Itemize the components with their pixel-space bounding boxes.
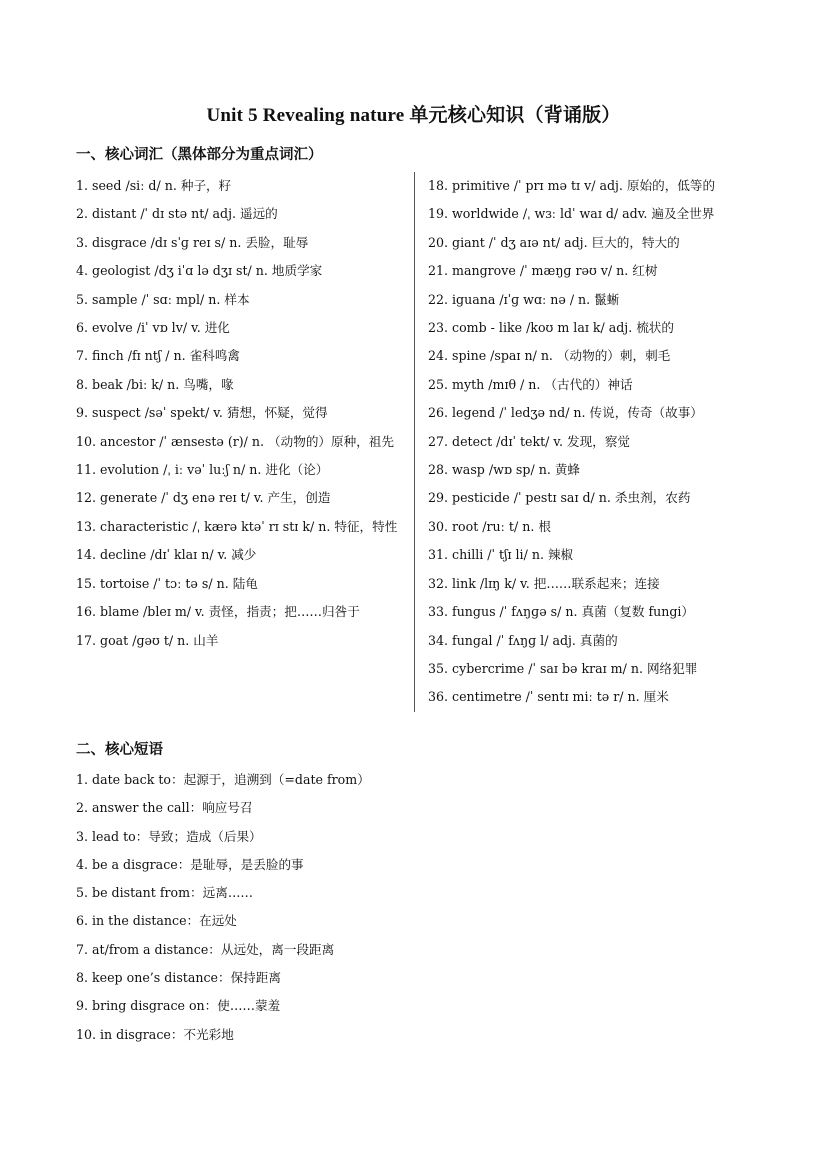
vocab-item: 18. primitive /ˈ prɪ mə tɪ v/ adj. 原始的，低等的 [428,178,716,193]
vocab-item: 8. beak /biː k/ n. 鸟嘴，喙 [76,376,234,392]
phrase-item: 2. answer the call：响应号召 [76,800,253,816]
vocab-item: 9. suspect /səˈ spekt/ v. 猜想，怀疑，觉得 [76,405,328,421]
vocab-item: 3. disgrace /dɪ sˈɡ reɪ s/ n. 丢脸，耻辱 [76,234,309,250]
vocab-item: 25. myth /mɪθ / n. （古代的）神话 [428,376,633,392]
vocab-item: 30. root /ruː t/ n. 根 [428,518,551,534]
vocab-item: 22. iguana /ɪˈɡ wɑː nə / n. 鬣蜥 [428,291,620,307]
document-title: Unit 5 Revealing nature 单元核心知识（背诵版） [206,105,621,126]
vocab-item: 13. characteristic /ˌ kærə ktəˈ rɪ stɪ k/ n. 特征，特性 [76,518,398,534]
vocab-item: 29. pesticide /ˈ pestɪ saɪ d/ n. 杀虫剂，农药 [428,490,691,506]
vocab-item: 19. worldwide /ˌ wɜː ldˈ waɪ d/ adv. 遍及全世界 [428,206,715,222]
vocab-item: 2. distant /ˈ dɪ stə nt/ adj. 遥远的 [76,206,278,222]
vocab-item: 11. evolution /ˌ iː vəˈ luːʃ n/ n. 进化（论） [76,462,329,478]
vocab-item: 27. detect /dɪˈ tekt/ v. 发现，察觉 [428,433,631,449]
vocab-item: 5. sample /ˈ sɑː mpl/ n. 样本 [76,291,250,307]
phrase-list [76,766,776,1049]
vocab-column-left [76,172,406,655]
phrase-item: 10. in disgrace：不光彩地 [76,1026,234,1042]
phrase-item: 1. date back to：起源于，追溯到（=date from） [76,772,370,787]
vocab-item: 23. comb - like /koʊ m laɪ k/ adj. 梳状的 [428,320,674,336]
vocab-item: 4. geologist /dʒ iˈɑ lə dʒɪ st/ n. 地质学家 [76,263,323,279]
phrase-item: 6. in the distance：在远处 [76,913,237,929]
vocab-item: 21. mangrove /ˈ mæŋɡ rəʊ v/ n. 红树 [428,263,658,279]
vocab-item: 26. legend /ˈ ledʒə nd/ n. 传说，传奇（故事） [428,405,703,421]
vocab-item: 32. link /lɪŋ k/ v. 把……联系起来；连接 [428,575,660,591]
vocab-item: 10. ancestor /ˈ ænsestə (r)/ n. （动物的）原种，祖先 [76,433,394,449]
vocab-item: 6. evolve /iˈ vɒ lv/ v. 进化 [76,320,230,336]
vocab-item: 31. chilli /ˈ tʃɪ li/ n. 辣椒 [428,547,574,563]
vocab-item: 35. cybercrime /ˈ saɪ bə kraɪ m/ n. 网络犯罪 [428,660,698,676]
phrase-item: 8. keep one’s distance：保持距离 [76,970,281,986]
vocab-item: 16. blame /bleɪ m/ v. 责怪，指责；把……归咎于 [76,604,360,620]
section-heading-core-vocabulary: 一、核心词汇（黑体部分为重点词汇） [76,146,323,163]
vocab-item: 14. decline /dɪˈ klaɪ n/ v. 减少 [76,547,257,563]
vocab-item: 24. spine /spaɪ n/ n. （动物的）刺，刺毛 [428,348,671,364]
vocab-item: 15. tortoise /ˈ tɔː tə s/ n. 陆龟 [76,575,258,591]
column-divider [414,172,415,712]
vocab-item: 28. wasp /wɒ sp/ n. 黄蜂 [428,462,581,478]
phrase-item: 7. at/from a distance：从远处，离一段距离 [76,941,335,957]
vocab-item: 20. giant /ˈ dʒ aɪə nt/ adj. 巨大的，特大的 [428,234,680,250]
vocab-item: 7. finch /fɪ ntʃ / n. 雀科鸣禽 [76,348,240,364]
vocab-item: 36. centimetre /ˈ sentɪ miː tə r/ n. 厘米 [428,689,669,705]
phrase-item: 3. lead to：导致；造成（后果） [76,828,262,844]
vocab-item: 17. goat /ɡəʊ t/ n. 山羊 [76,632,219,648]
phrase-item: 9. bring disgrace on：使……蒙羞 [76,998,281,1014]
phrase-item: 4. be a disgrace：是耻辱，是丢脸的事 [76,856,304,872]
vocab-item: 33. fungus /ˈ fʌŋɡə s/ n. 真菌（复数 fungi） [428,604,695,620]
phrase-item: 5. be distant from：远离…… [76,885,254,901]
vocab-item: 12. generate /ˈ dʒ enə reɪ t/ v. 产生，创造 [76,490,331,506]
section-heading-core-phrases: 二、核心短语 [76,741,163,758]
vocab-item: 34. fungal /ˈ fʌŋɡ l/ adj. 真菌的 [428,632,618,648]
vocab-item: 1. seed /siː d/ n. 种子，籽 [76,178,232,193]
vocab-column-right [428,172,768,712]
